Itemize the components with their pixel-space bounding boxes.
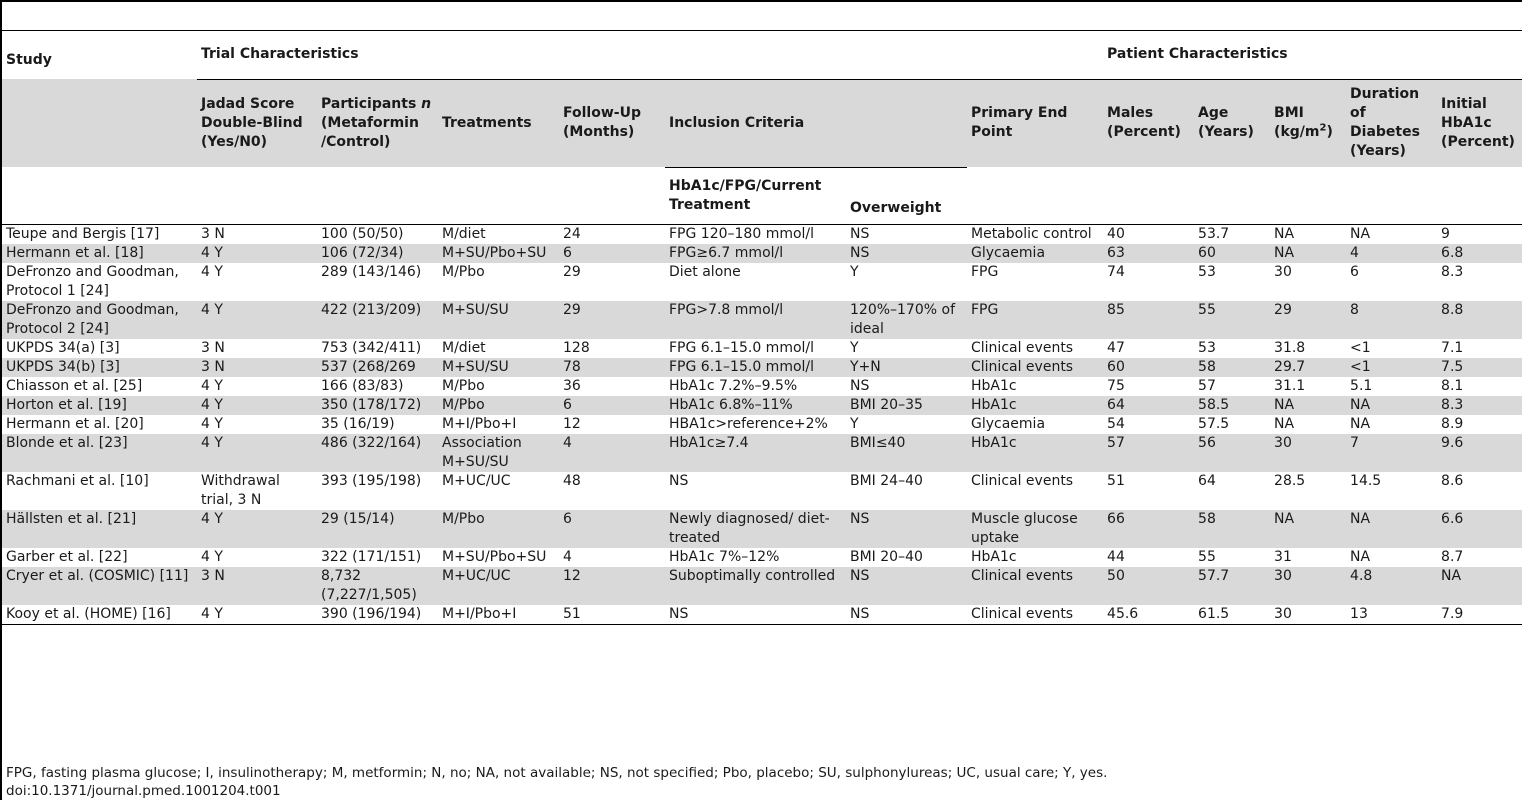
cell-overweight: NS — [850, 377, 870, 394]
cell-males: 45.6 — [1103, 605, 1194, 625]
cell-study: Chiasson et al. [25] — [6, 377, 143, 394]
cell-participants: 350 (178/172) — [317, 396, 438, 415]
cell-age: 57.5 — [1198, 415, 1230, 432]
cell-bmi: 31.8 — [1274, 339, 1306, 356]
cell-initial: 8.6 — [1441, 472, 1464, 489]
header-bmi — [1270, 79, 1346, 167]
cell-participants: 486 (322/164) — [317, 434, 438, 472]
cell-initial: 6.8 — [1437, 244, 1522, 263]
cell-initial: 8.9 — [1441, 415, 1464, 432]
cell-overweight: Y — [850, 263, 859, 280]
cell-followup: 51 — [559, 605, 665, 625]
cell-duration: <1 — [1350, 339, 1371, 356]
cell-jadad: 4 Y — [197, 510, 317, 548]
cell-participants: 537 (268/269 — [317, 358, 438, 377]
cell-followup: 29 — [559, 301, 665, 339]
trials-table — [2, 30, 1522, 625]
cell-followup: 12 — [563, 415, 581, 432]
cell-males: 74 — [1107, 263, 1125, 280]
cell-study: Hermann et al. [18] — [2, 244, 197, 263]
table-row — [2, 434, 1522, 472]
top-rule — [0, 0, 1522, 2]
cell-age: 58.5 — [1194, 396, 1270, 415]
cell-duration: 14.5 — [1350, 472, 1382, 489]
cell-primary: HbA1c — [971, 377, 1017, 394]
cell-bmi: 30 — [1270, 434, 1346, 472]
cell-hba1c-fpg: HbA1c 7%–12% — [669, 548, 780, 565]
cell-hba1c-fpg: Diet alone — [669, 263, 741, 280]
cell-participants: 100 (50/50) — [321, 225, 404, 242]
cell-overweight: NS — [846, 510, 967, 548]
cell-treatments: M+I/Pbo+I — [442, 415, 517, 432]
cell-primary: Clinical events — [967, 358, 1103, 377]
cell-males: 85 — [1103, 301, 1194, 339]
cell-jadad: 3 N — [201, 225, 225, 242]
table-row — [2, 301, 1522, 339]
cell-age: 57 — [1198, 377, 1216, 394]
cell-duration: 4 — [1346, 244, 1437, 263]
cell-study: Horton et al. [19] — [2, 396, 197, 415]
cell-bmi: 30 — [1274, 263, 1292, 280]
cell-initial: 8.3 — [1441, 263, 1464, 280]
cell-hba1c-fpg: Newly diagnosed/ diet-treated — [665, 510, 846, 548]
cell-age: 53 — [1198, 263, 1216, 280]
cell-primary: Muscle glucose uptake — [967, 510, 1103, 548]
cell-primary: Clinical events — [971, 339, 1074, 356]
cell-participants: 166 (83/83) — [321, 377, 404, 394]
cell-followup: 36 — [563, 377, 581, 394]
header-males: Males (Percent) — [1103, 79, 1194, 167]
cell-study: Rachmani et al. [10] — [6, 472, 149, 489]
cell-bmi: NA — [1270, 510, 1346, 548]
cell-followup: 48 — [563, 472, 581, 489]
table-row — [2, 605, 1522, 625]
cell-hba1c-fpg: FPG 6.1–15.0 mmol/l — [669, 339, 815, 356]
header-initial-hba1c: Initial HbA1c (Percent) — [1437, 79, 1522, 167]
table-row — [2, 567, 1522, 605]
cell-hba1c-fpg: FPG>7.8 mmol/l — [665, 301, 846, 339]
cell-primary: Glycaemia — [971, 415, 1046, 432]
footnote-abbreviations: FPG, fasting plasma glucose; I, insulinotherapy; M, metformin; N, no; NA, not available; NS, not specified; Pbo, placebo; SU, sulphonylureas; UC, usual care; Y, yes. — [6, 765, 1108, 781]
table-row — [2, 358, 1522, 377]
cell-overweight: Y — [850, 339, 859, 356]
table-row — [2, 548, 1522, 567]
cell-overweight: NS — [850, 225, 870, 242]
header-jadad: Jadad Score Double-Blind (Yes/N0) — [197, 79, 317, 167]
cell-treatments: M+SU/SU — [438, 301, 559, 339]
cell-duration: 13 — [1346, 605, 1437, 625]
header-subrow-blank-right — [967, 167, 1522, 224]
header-bmi-text: BMI (kg/m — [1274, 105, 1320, 141]
cell-males: 63 — [1103, 244, 1194, 263]
cell-treatments: M/Pbo — [442, 377, 485, 394]
cell-study: Hermann et al. [20] — [6, 415, 144, 432]
cell-hba1c-fpg: FPG 6.1–15.0 mmol/l — [665, 358, 846, 377]
cell-bmi: NA — [1274, 225, 1295, 242]
cell-duration: 6 — [1350, 263, 1359, 280]
cell-primary: Clinical events — [967, 605, 1103, 625]
cell-jadad: 4 Y — [201, 377, 223, 394]
cell-jadad: 4 Y — [201, 415, 223, 432]
cell-participants: 422 (213/209) — [317, 301, 438, 339]
cell-participants: 390 (196/194) — [317, 605, 438, 625]
cell-study: DeFronzo and Goodman, Protocol 1 [24] — [6, 263, 179, 299]
cell-initial: 9 — [1441, 225, 1450, 242]
cell-bmi: 31 — [1274, 548, 1292, 565]
cell-hba1c-fpg: FPG≥6.7 mmol/l — [665, 244, 846, 263]
cell-study: Hällsten et al. [21] — [2, 510, 197, 548]
cell-primary: Clinical events — [971, 472, 1074, 489]
cell-treatments: M/Pbo — [438, 396, 559, 415]
cell-followup: 4 — [559, 434, 665, 472]
cell-participants: 35 (16/19) — [321, 415, 395, 432]
cell-duration: NA — [1346, 510, 1437, 548]
cell-jadad: Withdrawal trial, 3 N — [201, 472, 280, 508]
header-bmi-suffix: ) — [1326, 124, 1333, 141]
cell-followup: 4 — [563, 548, 572, 565]
cell-followup: 29 — [563, 263, 581, 280]
cell-bmi: 28.5 — [1274, 472, 1306, 489]
cell-bmi: 30 — [1270, 567, 1346, 605]
cell-jadad: 3 N — [197, 567, 317, 605]
cell-jadad: 3 N — [197, 358, 317, 377]
header-duration: Duration of Diabetes (Years) — [1346, 79, 1437, 167]
cell-duration: NA — [1350, 415, 1371, 432]
cell-overweight: Y+N — [846, 358, 967, 377]
header-followup: Follow-Up (Months) — [559, 79, 665, 167]
table-row — [2, 377, 1522, 396]
cell-initial: 7.5 — [1437, 358, 1522, 377]
cell-overweight: NS — [846, 605, 967, 625]
cell-study: UKPDS 34(a) [3] — [6, 339, 120, 356]
header-overweight: Overweight — [846, 167, 967, 224]
cell-jadad: 4 Y — [197, 434, 317, 472]
cell-primary: Metabolic control — [971, 225, 1092, 242]
cell-males: 50 — [1103, 567, 1194, 605]
cell-overweight: NS — [846, 244, 967, 263]
cell-treatments: M/diet — [442, 225, 486, 242]
cell-initial: 8.3 — [1437, 396, 1522, 415]
table-body — [2, 224, 1522, 624]
cell-followup: 6 — [559, 510, 665, 548]
table-row — [2, 339, 1522, 358]
cell-overweight: 120%–170% of ideal — [846, 301, 967, 339]
cell-treatments: M+UC/UC — [438, 567, 559, 605]
cell-duration: NA — [1350, 225, 1371, 242]
footnote-doi: doi:10.1371/journal.pmed.1001204.t001 — [6, 783, 281, 799]
cell-participants: 106 (72/34) — [317, 244, 438, 263]
cell-followup: 128 — [563, 339, 590, 356]
cell-hba1c-fpg: Suboptimally controlled — [665, 567, 846, 605]
table-row — [2, 472, 1522, 510]
cell-duration: <1 — [1346, 358, 1437, 377]
cell-initial: 9.6 — [1437, 434, 1522, 472]
cell-duration: NA — [1350, 548, 1371, 565]
cell-primary: Glycaemia — [967, 244, 1103, 263]
table-row — [2, 396, 1522, 415]
cell-age: 55 — [1198, 548, 1216, 565]
cell-hba1c-fpg: HbA1c≥7.4 — [665, 434, 846, 472]
table-row — [2, 263, 1522, 301]
cell-duration: NA — [1346, 396, 1437, 415]
cell-primary: Clinical events — [967, 567, 1103, 605]
header-bmi-sup: 2 — [1319, 122, 1327, 134]
cell-bmi: NA — [1270, 244, 1346, 263]
cell-treatments: M+I/Pbo+I — [438, 605, 559, 625]
cell-participants: 8,732 (7,227/1,505) — [317, 567, 438, 605]
cell-hba1c-fpg: NS — [665, 605, 846, 625]
cell-study: Blonde et al. [23] — [2, 434, 197, 472]
cell-bmi: 31.1 — [1274, 377, 1306, 394]
cell-primary: HbA1c — [967, 434, 1103, 472]
cell-initial: 8.7 — [1441, 548, 1464, 565]
cell-males: 54 — [1107, 415, 1125, 432]
cell-followup: 6 — [559, 244, 665, 263]
cell-study: Kooy et al. (HOME) [16] — [2, 605, 197, 625]
cell-hba1c-fpg: FPG 120–180 mmol/l — [669, 225, 815, 242]
header-hba1c-fpg: HbA1c/FPG/Current Treatment — [665, 167, 846, 224]
cell-males: 44 — [1107, 548, 1125, 565]
cell-jadad: 3 N — [201, 339, 225, 356]
cell-treatments: Association M+SU/SU — [438, 434, 559, 472]
header-patient-characteristics: Patient Characteristics — [1103, 31, 1522, 80]
cell-jadad: 4 Y — [197, 396, 317, 415]
cell-hba1c-fpg: NS — [669, 472, 689, 489]
cell-primary: FPG — [971, 263, 999, 280]
cell-age: 61.5 — [1194, 605, 1270, 625]
cell-participants: 393 (195/198) — [321, 472, 422, 489]
cell-jadad: 4 Y — [197, 244, 317, 263]
cell-treatments: M+SU/Pbo+SU — [438, 244, 559, 263]
cell-overweight: BMI 20–40 — [850, 548, 923, 565]
cell-overweight: BMI≤40 — [846, 434, 967, 472]
header-participants: Participants n (Metaformin /Control) — [317, 79, 438, 167]
cell-treatments: M+SU/Pbo+SU — [442, 548, 547, 565]
cell-study: Garber et al. [22] — [6, 548, 128, 565]
cell-study: Cryer et al. (COSMIC) [11] — [2, 567, 197, 605]
cell-overweight: Y — [850, 415, 859, 432]
cell-jadad: 4 Y — [201, 263, 223, 280]
cell-hba1c-fpg: HbA1c 6.8%–11% — [665, 396, 846, 415]
cell-initial: 6.6 — [1437, 510, 1522, 548]
cell-duration: 5.1 — [1350, 377, 1373, 394]
cell-males: 57 — [1103, 434, 1194, 472]
cell-jadad: 4 Y — [197, 605, 317, 625]
cell-initial: 7.9 — [1437, 605, 1522, 625]
cell-initial: 8.1 — [1441, 377, 1464, 394]
header-trial-characteristics: Trial Characteristics — [197, 31, 1103, 80]
cell-age: 55 — [1194, 301, 1270, 339]
table-row — [2, 244, 1522, 263]
cell-study: UKPDS 34(b) [3] — [2, 358, 197, 377]
cell-age: 56 — [1194, 434, 1270, 472]
header-primary-end-point: Primary End Point — [967, 79, 1103, 167]
cell-overweight: BMI 24–40 — [850, 472, 923, 489]
cell-age: 58 — [1194, 358, 1270, 377]
cell-treatments: M+UC/UC — [442, 472, 511, 489]
cell-duration: 4.8 — [1346, 567, 1437, 605]
cell-treatments: M/diet — [442, 339, 486, 356]
table-row — [2, 224, 1522, 244]
cell-initial: 8.8 — [1437, 301, 1522, 339]
cell-overweight: BMI 20–35 — [846, 396, 967, 415]
cell-followup: 24 — [563, 225, 581, 242]
cell-bmi: NA — [1274, 415, 1295, 432]
cell-followup: 6 — [559, 396, 665, 415]
cell-males: 60 — [1103, 358, 1194, 377]
header-treatments: Treatments — [438, 79, 559, 167]
cell-treatments: M+SU/SU — [438, 358, 559, 377]
cell-followup: 12 — [559, 567, 665, 605]
cell-age: 58 — [1194, 510, 1270, 548]
cell-participants: 289 (143/146) — [321, 263, 422, 280]
cell-males: 66 — [1103, 510, 1194, 548]
cell-primary: HbA1c — [971, 548, 1017, 565]
cell-males: 51 — [1107, 472, 1125, 489]
cell-bmi: NA — [1270, 396, 1346, 415]
cell-hba1c-fpg: HBA1c>reference+2% — [669, 415, 828, 432]
cell-age: 53 — [1198, 339, 1216, 356]
cell-hba1c-fpg: HbA1c 7.2%–9.5% — [669, 377, 798, 394]
header-subrow-blank — [2, 167, 665, 224]
header-inclusion-criteria: Inclusion Criteria — [665, 79, 967, 167]
cell-initial: NA — [1437, 567, 1522, 605]
cell-age: 57.7 — [1194, 567, 1270, 605]
cell-age: 60 — [1194, 244, 1270, 263]
cell-males: 40 — [1107, 225, 1125, 242]
cell-treatments: M/Pbo — [442, 263, 485, 280]
cell-participants: 29 (15/14) — [317, 510, 438, 548]
cell-primary: HbA1c — [967, 396, 1103, 415]
cell-participants: 322 (171/151) — [321, 548, 422, 565]
cell-males: 75 — [1107, 377, 1125, 394]
header-study-spacer — [2, 79, 197, 167]
cell-bmi: 29.7 — [1270, 358, 1346, 377]
table-row — [2, 510, 1522, 548]
cell-overweight: NS — [846, 567, 967, 605]
table-row — [2, 415, 1522, 434]
cell-bmi: 30 — [1270, 605, 1346, 625]
cell-age: 53.7 — [1198, 225, 1230, 242]
cell-males: 47 — [1107, 339, 1125, 356]
cell-duration: 7 — [1346, 434, 1437, 472]
cell-duration: 8 — [1346, 301, 1437, 339]
cell-jadad: 4 Y — [197, 301, 317, 339]
cell-jadad: 4 Y — [201, 548, 223, 565]
cell-followup: 78 — [559, 358, 665, 377]
header-age: Age (Years) — [1194, 79, 1270, 167]
cell-bmi: 29 — [1270, 301, 1346, 339]
cell-males: 64 — [1103, 396, 1194, 415]
header-study: Study — [2, 31, 197, 80]
cell-treatments: M/Pbo — [438, 510, 559, 548]
cell-study: Teupe and Bergis [17] — [6, 225, 160, 242]
cell-age: 64 — [1198, 472, 1216, 489]
cell-participants: 753 (342/411) — [321, 339, 422, 356]
cell-primary: FPG — [967, 301, 1103, 339]
cell-initial: 7.1 — [1441, 339, 1464, 356]
cell-study: DeFronzo and Goodman, Protocol 2 [24] — [2, 301, 197, 339]
